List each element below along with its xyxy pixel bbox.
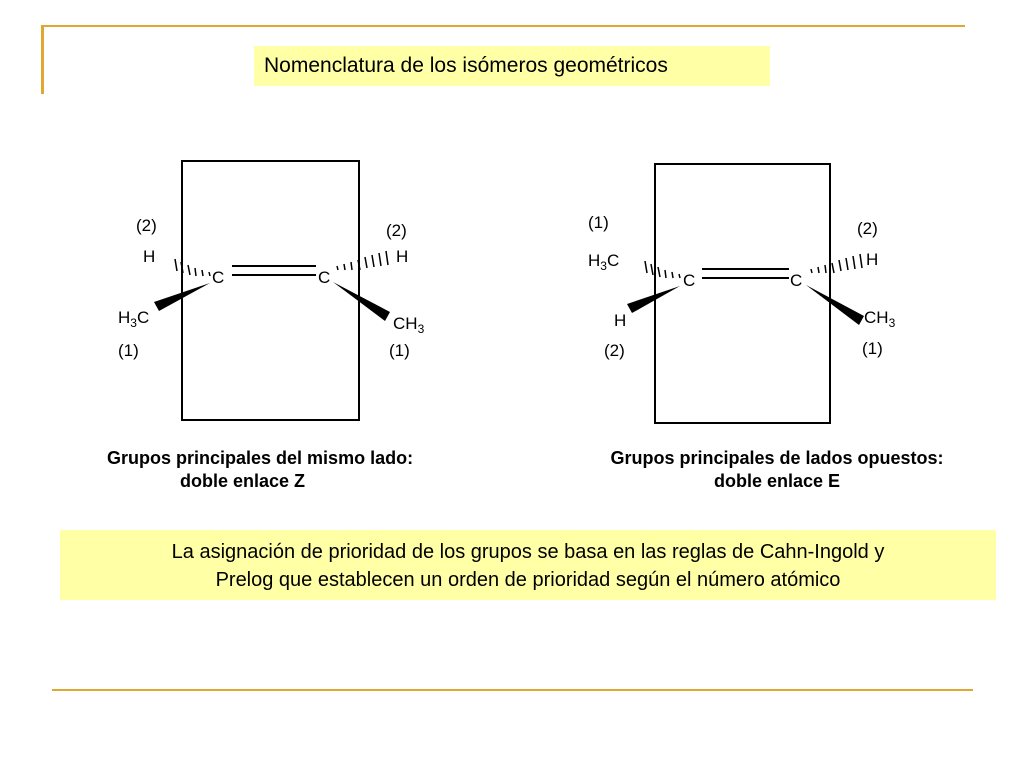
z-priority-top-left: (2) bbox=[136, 216, 157, 235]
z-group-bottom-left: $H_3C$ bbox=[118, 308, 150, 330]
priority-note-line2: Prelog que establecen un orden de prioridad según el número atómico bbox=[215, 569, 841, 591]
e-priority-bottom-right: (1) bbox=[862, 339, 883, 358]
e-frame-box bbox=[655, 164, 830, 423]
slide-title: Nomenclatura de los isómeros geométricos bbox=[254, 46, 770, 86]
e-group-bottom-right: $CH_3$ bbox=[864, 308, 896, 330]
z-priority-bottom-right: (1) bbox=[389, 341, 410, 360]
e-group-top-left: $H_3C$ bbox=[588, 251, 620, 273]
z-priority-top-right: (2) bbox=[386, 221, 407, 240]
caption-z-line1: Grupos principales del mismo lado: bbox=[107, 448, 414, 468]
e-priority-top-left: (1) bbox=[588, 213, 609, 232]
caption-e-line2 bbox=[582, 470, 972, 493]
e-atom-bottom-left: H bbox=[614, 311, 627, 330]
z-atom-top-right: H bbox=[396, 247, 409, 266]
z-group-bottom-right: $CH_3$ bbox=[393, 314, 425, 336]
caption-z-line2 bbox=[107, 470, 413, 493]
caption-e-prefix: doble enlace bbox=[713, 471, 829, 491]
e-priority-bottom-left: (2) bbox=[604, 341, 625, 360]
e-carbon-right: C bbox=[790, 271, 803, 290]
caption-e-letter: E bbox=[828, 471, 841, 491]
z-priority-bottom-left: (1) bbox=[118, 341, 139, 360]
z-carbon-right: C bbox=[318, 268, 331, 287]
z-frame-box bbox=[182, 161, 359, 420]
e-priority-top-right: (2) bbox=[857, 219, 878, 238]
caption-z-letter: Z bbox=[294, 471, 306, 491]
priority-note-line1: La asignación de prioridad de los grupos se basa en las reglas de Cahn-Ingold y bbox=[171, 541, 885, 563]
e-isomer-structure bbox=[588, 164, 896, 423]
caption-e-line1: Grupos principales de lados opuestos: bbox=[610, 448, 944, 468]
z-atom-top-left: H bbox=[143, 247, 156, 266]
priority-note bbox=[60, 530, 996, 600]
caption-z-prefix: doble enlace bbox=[180, 471, 295, 491]
z-carbon-left: C bbox=[212, 268, 225, 287]
z-isomer-structure bbox=[118, 161, 425, 420]
caption-e bbox=[582, 447, 972, 493]
e-carbon-left: C bbox=[683, 271, 696, 290]
e-atom-top-right: H bbox=[866, 250, 879, 269]
caption-z bbox=[107, 447, 413, 493]
